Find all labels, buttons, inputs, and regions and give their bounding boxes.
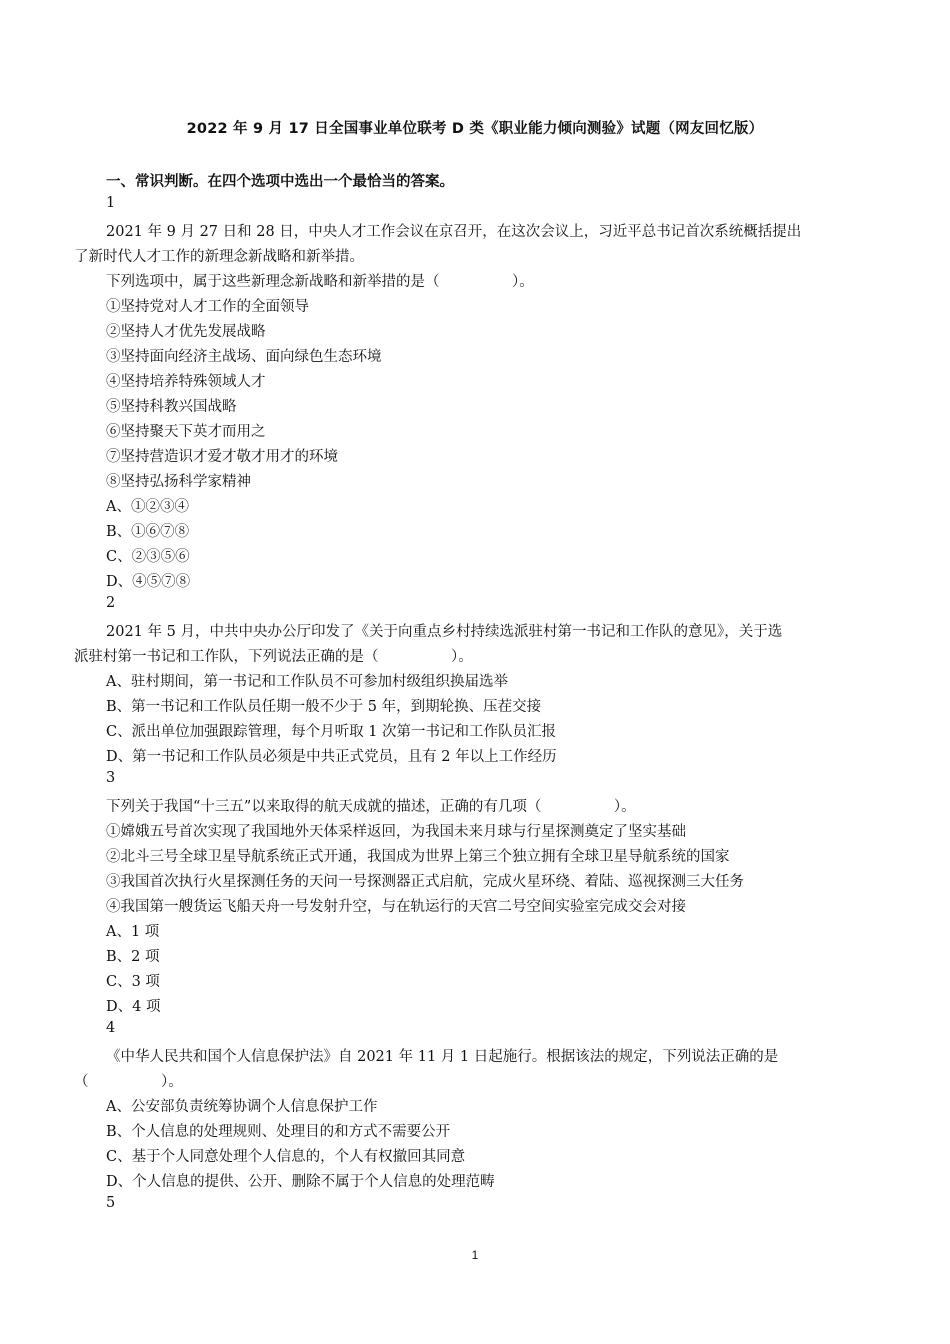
answer-option: D、④⑤⑦⑧ <box>106 574 191 590</box>
answer-option: B、2 项 <box>106 949 160 965</box>
list-item: ④坚持培养特殊领域人才 <box>106 374 266 390</box>
answer-option: B、第一书记和工作队员任期一般不少于 5 年，到期轮换、压茬交接 <box>106 699 542 715</box>
list-item: ①嫦娥五号首次实现了我国地外天体采样返回，为我国未来月球与行星探测奠定了坚实基础 <box>106 824 686 840</box>
answer-option: D、第一书记和工作队员必须是中共正式党员，且有 2 年以上工作经历 <box>106 749 557 765</box>
question-stem: 2021 年 5 月，中共中央办公厅印发了《关于向重点乡村持续选派驻村第一书记和工作队的意见》，关于选 <box>106 624 783 640</box>
list-item: ②北斗三号全球卫星导航系统正式开通，我国成为世界上第三个独立拥有全球卫星导航系统的国家 <box>106 849 730 865</box>
answer-option: A、公安部负责统筹协调个人信息保护工作 <box>106 1099 378 1115</box>
question-number: 2 <box>106 595 116 611</box>
answer-option: C、基于个人同意处理个人信息的，个人有权撤回其同意 <box>106 1149 466 1165</box>
list-item: ②坚持人才优先发展战略 <box>106 324 266 340</box>
question-number: 3 <box>106 770 116 786</box>
list-item: ③我国首次执行火星探测任务的天问一号探测器正式启航，完成火星环绕、着陆、巡视探测三大任务 <box>106 874 744 890</box>
question-number: 4 <box>106 1020 116 1036</box>
page-number: 1 <box>471 1248 479 1262</box>
list-item: ①坚持党对人才工作的全面领导 <box>106 299 309 315</box>
question-prompt: 下列选项中，属于这些新理念新战略和新举措的是（ ）。 <box>106 274 534 290</box>
question-number: 1 <box>106 195 116 211</box>
answer-option: C、②③⑤⑥ <box>106 549 190 565</box>
question-stem: 2021 年 9 月 27 日和 28 日，中央人才工作会议在京召开，在这次会议上，习近平总书记首次系统概括提出 <box>106 224 802 240</box>
list-item: ④我国第一艘货运飞船天舟一号发射升空，与在轨运行的天宫二号空间实验室完成交会对接 <box>106 899 686 915</box>
list-item: ⑧坚持弘扬科学家精神 <box>106 474 251 490</box>
answer-option: B、①⑥⑦⑧ <box>106 524 190 540</box>
list-item: ⑥坚持聚天下英才而用之 <box>106 424 266 440</box>
answer-option: C、派出单位加强跟踪管理，每个月听取 1 次第一书记和工作队员汇报 <box>106 724 557 740</box>
list-item: ⑤坚持科教兴国战略 <box>106 399 237 415</box>
answer-option: C、3 项 <box>106 974 160 990</box>
answer-option: A、1 项 <box>106 924 160 940</box>
answer-option: A、驻村期间，第一书记和工作队员不可参加村级组织换届选举 <box>106 674 508 690</box>
list-item: ③坚持面向经济主战场、面向绿色生态环境 <box>106 349 382 365</box>
list-item: ⑦坚持营造识才爱才敬才用才的环境 <box>106 449 338 465</box>
question-stem: （ ）。 <box>74 1074 183 1090</box>
answer-option: D、个人信息的提供、公开、删除不属于个人信息的处理范畴 <box>106 1174 495 1190</box>
page-title: 2022 年 9 月 17 日全国事业单位联考 D 类《职业能力倾向测验》试题（网友回忆版） <box>186 121 764 137</box>
question-number: 5 <box>106 1195 116 1211</box>
answer-option: A、①②③④ <box>106 499 189 515</box>
section-heading: 一、常识判断。在四个选项中选出一个最恰当的答案。 <box>106 174 454 190</box>
question-stem: 《中华人民共和国个人信息保护法》自 2021 年 11 月 1 日起施行。根据该法的规定，下列说法正确的是 <box>106 1049 779 1065</box>
question-stem: 了新时代人才工作的新理念新战略和新举措。 <box>74 249 364 265</box>
answer-option: B、个人信息的处理规则、处理目的和方式不需要公开 <box>106 1124 451 1140</box>
question-stem: 派驻村第一书记和工作队，下列说法正确的是（ ）。 <box>74 649 473 665</box>
answer-option: D、4 项 <box>106 999 161 1015</box>
question-stem: 下列关于我国“十三五”以来取得的航天成就的描述，正确的有几项（ ）。 <box>106 799 636 815</box>
